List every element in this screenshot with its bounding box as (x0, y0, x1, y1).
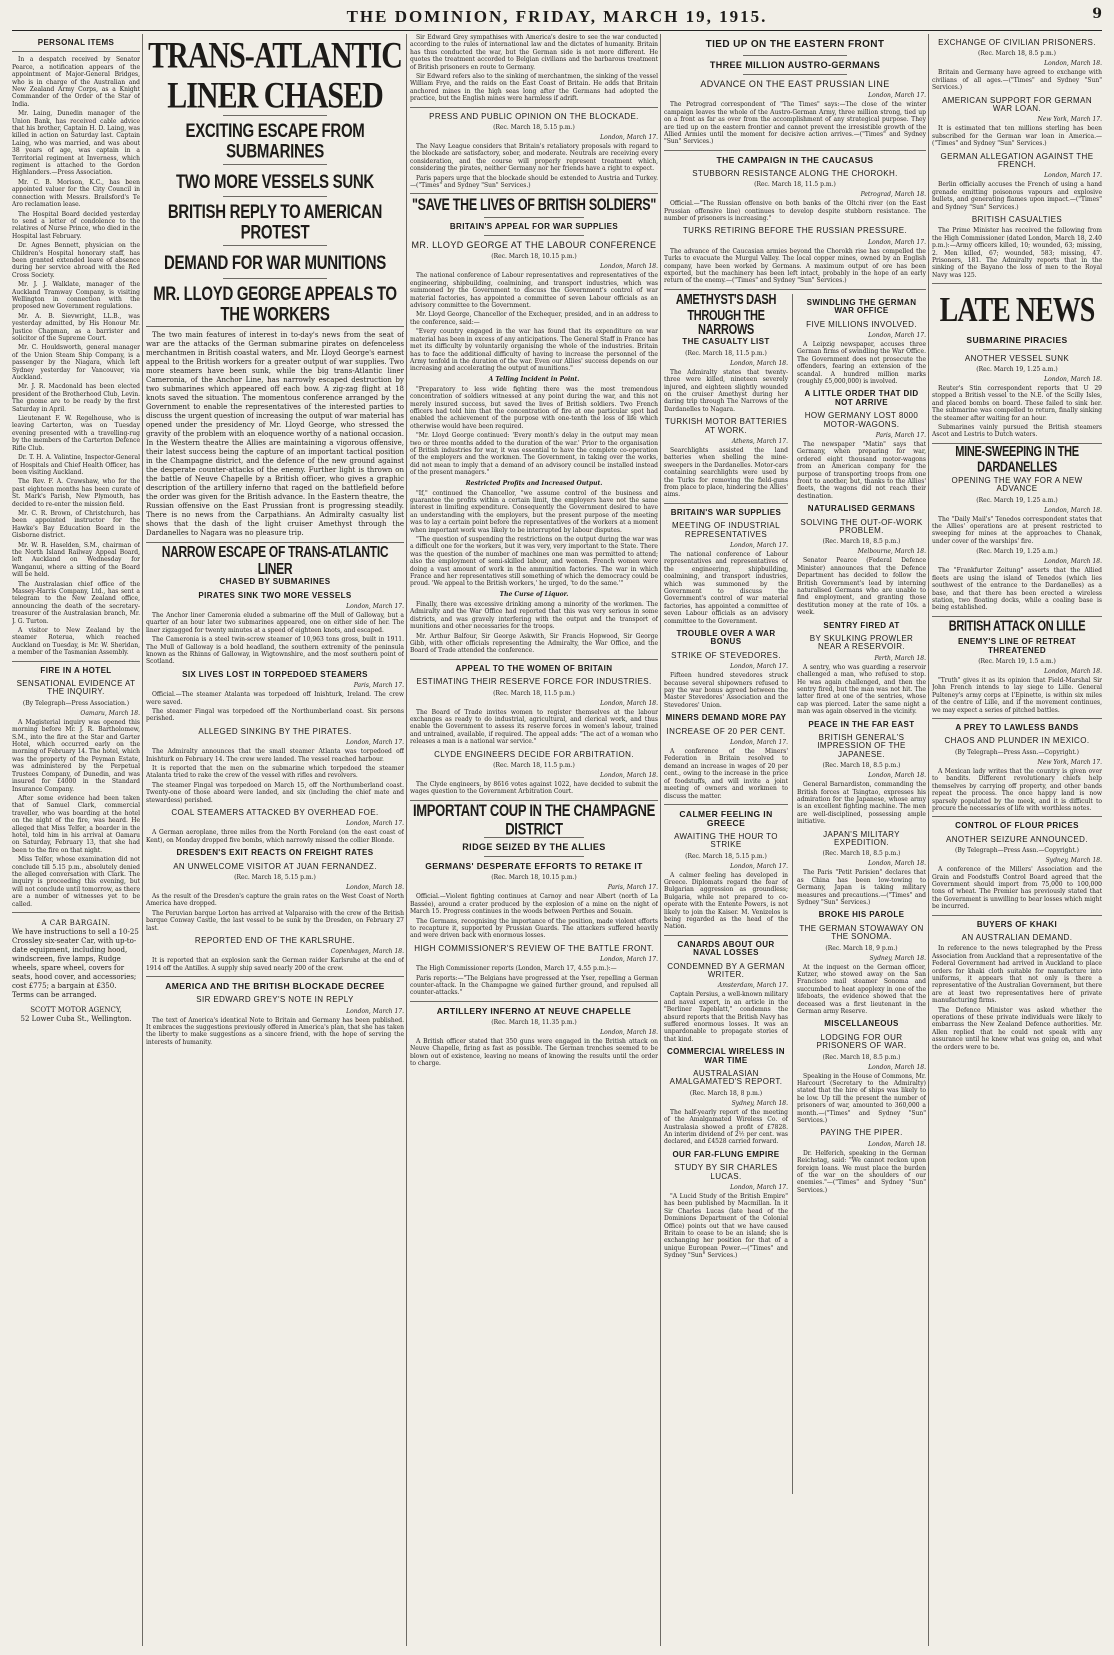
dateline: London, March 17. (1044, 172, 1102, 180)
paragraph: Mr. C. R. Brown, of Christchurch, has been appointed instructor for the Hawke's Bay Education Board in the Gisborne district. (12, 509, 140, 540)
subheadline: SUBMARINE PIRACIES (966, 334, 1068, 345)
subheadline: LODGING FOR OUR PRISONERS OF WAR. (816, 1032, 907, 1051)
dateline: London, March 17. (346, 739, 404, 747)
dateline: Copenhagen, March 18. (330, 948, 404, 956)
section-heading: PERSONAL ITEMS (37, 38, 115, 47)
subheadline: INCREASE OF 20 PER CENT. (666, 726, 786, 736)
paragraph: Searchlights assisted the land batteries when shelling the mine-sweepers in the Dardanelles. Motor-cars containing searchlights were used by the Turks for removing the field-guns from place to place, hindering the Allies' aims. (664, 447, 788, 499)
article-body (12, 56, 140, 656)
subheadline: RIDGE SEIZED BY THE ALLIES (462, 842, 606, 853)
main-headline: TRANS-ATLANTIC LINER CHASED (148, 34, 402, 116)
paragraph: Mr. C. Houldsworth, general manager of the Union Steam Ship Company, is a passenger by the Niagara, which left Sydney yesterday for Vancouver, via Auckland. (12, 344, 140, 382)
source-line: (Rec. March 18, 11.5 p.m.) (493, 761, 575, 769)
paragraph: A sentry, who was guarding a reservoir challenged a man, who refused to stop. He was again challenged, and then the sentry fired, but the man was not hit. The latter fired at one of the sentries, whose cap was pierced. Later the same night a man was again observed in the vicinity. (797, 663, 926, 716)
ad-signature: SCOTT MOTOR AGENCY, (30, 1006, 122, 1014)
source-line: (Rec. March 19, 1.5 a.m.) (978, 658, 1056, 666)
dateline: London, March 17. (868, 238, 926, 246)
paragraph: Paris papers urge that the blockade should be extended to Austria and Turkey.—("Times" and Sydney "Sun" Services.) (410, 174, 658, 190)
headline: CALMER FEELING IN GREECE (679, 808, 773, 828)
paragraph: "Every country engaged in the war has found that its expenditure on war material has been in excess of any anticipations. The General Staff in France has met its difficulty by voluntarily organising the whole of the industries. Britain has to face the additional difficulty of having to increase the personnel of the Army tenfold in the duration of the war. Even our Allies' success depends on our increasing and accelerating the output of munitions." (410, 328, 658, 373)
dateline: Paris, March 17. (607, 884, 658, 892)
paragraph: Paris reports:—"The Belgians have progressed at the Yser, repelling a German counter-attack. In the Champagne we gained further ground, and repulsed all counter-attacks." (410, 974, 658, 997)
dateline: Paris, March 17. (875, 431, 926, 439)
dateline: London, March 18. (868, 1140, 926, 1148)
dateline: London, March 17. (600, 134, 658, 142)
headline: AMERICAN SUPPORT FOR GERMAN WAR LOAN. (941, 95, 1093, 113)
paragraph: Captain Persius, a well-known military and naval expert, in an article in the "Berliner Tageblatt," condemns the absurd reports that the British Navy has suffered enormous losses. It was an unpardonable to propagate stories of that kind. (664, 991, 788, 1043)
dateline: London, March 18. (730, 359, 788, 367)
deck-headline: DEMAND FOR WAR MUNITIONS (164, 252, 386, 275)
headline: AMERICA AND THE BRITISH BLOCKADE DECREE (165, 981, 385, 992)
paragraph: Submarines vainly pursued the British steamers Ascot and Lestris to Dutch waters. (932, 423, 1102, 439)
headline: NATURALISED GERMANS (807, 504, 916, 514)
headline: TURKISH MOTOR BATTERIES AT WORK. (664, 417, 788, 435)
paragraph: Speaking in the House of Commons, Mr. Harcourt (Secretary to the Admiralty) stated that the hire of ships was likely to be low. Up till the present the number of prisoners of war, amounted to 360,000 a month.—("Times" and Sydney "Sun" Services.) (797, 1072, 926, 1125)
subheadline: SOLVING THE OUT-OF-WORK PROBLEM. (800, 517, 923, 535)
dateline: London, March 17. (730, 739, 788, 747)
dateline: London, March 17. (730, 1183, 788, 1191)
paragraph: The Germans, recognising the importance of the position, made violent efforts to recapture it, supported by Prussian Guards. The attackers suffered heavily and were driven back with enormous losses. (410, 917, 658, 940)
headline: THE CAMPAIGN IN THE CAUCASUS (716, 154, 874, 165)
paragraph: The Peruvian barque Lorton has arrived at Valparaiso with the crew of the British barque Conway Castle, the last vessel to be sunk by the Dresden, on February 27 last. (146, 909, 404, 932)
paragraph: "Truth" gives it as its opinion that Field-Marshal Sir John French intends to lay siege to Lille. General Pulteney's army corps at l'Epinette, is within six miles of the centre of Lille, and if the movement continues, we may expect a series of pitched battles. (932, 677, 1102, 714)
paragraph: The Prime Minister has received the following from the High Commissioner (dated London, March 18, 2.40 p.m.):—Army officers killed, 10; wounded, 63; missing, 2. Men killed, 67; wounded, 583; missing, 47. Prisoners, 181. The Admiralty reports that in the sinking of the Bayano the loss of men to the Royal Navy was 125. (932, 227, 1102, 279)
paragraph: Mr. Laing, Dunedin manager of the Union Bank, has received cable advice that his brother, Captain H. D. Laing, was killed in action on Saturday last. Captain Laing, who was married, and was about 38 years of age, was captain in a Territorial regiment at Inverness, which regiment is attached to the Gordon Highlanders.—Press Association. (12, 110, 140, 177)
dateline: London, March 18. (600, 771, 658, 779)
headline: GERMAN ALLEGATION AGAINST THE FRENCH. (940, 151, 1094, 169)
source-line: (By Telegraph—Press Association.) (22, 699, 130, 707)
subheadline: THE GERMAN STOWAWAY ON THE SONOMA. (799, 923, 924, 942)
source-line: (Rec. March 18, 8.5 p.m.) (822, 850, 901, 858)
source-line: (Rec. March 18, 11.5 p.m.) (493, 689, 575, 697)
source-line: (By Telegraph—Press Assn.—Copyright.) (955, 748, 1079, 756)
source-line: (Rec. March 18, 11.35 p.m.) (491, 1018, 577, 1026)
column-eastern-front (664, 34, 926, 1646)
page-number: 9 (1092, 6, 1102, 22)
paragraph: The "Frankfurter Zeitung" asserts that the Allied fleets are using the island of Tenedos (which lies southwest of the entrance to the Dardanelles) as a base, and that there has been erected a wireless station, two floating docks, while a coaling base is being established. (932, 567, 1102, 612)
subheadline: STRIKE OF STEVEDORES. (671, 650, 781, 660)
dateline: London, March 18. (346, 884, 404, 892)
paragraph: The Australasian chief office of the Massey-Harris Company, Ltd., has sent a telegram to the New Zealand office, announcing the death of the secretary-treasurer of the Australasian branch, Mr. J. G. Turton. (12, 580, 140, 625)
paragraph: At the inquest on the German officer, Kutzer, who stowed away on the San Francisco mail steamer Sonoma and succumbed to heat apoplexy in one of the lifeboats, the evidence showed that the deceased was a first lieutenant in the German army Reserve. (797, 963, 926, 1016)
paragraph: The Petrograd correspondent of "The Times" says:—The close of the winter campaign leaves the whole of the Austro-German Army, three million strong, tied up on a front as far as over from the accomplishment of any strategical purpose. They are tied up on the eastern frontier and cannot prevent the irresistible growth of the Allied Armies until the moment for decisive action arrives.—("Times" and Sydney "Sun" Services.) (664, 101, 926, 146)
dateline: Sydney, March 18. (869, 954, 926, 962)
paragraph: A conference of the Miners' Federation in Britain resolved to demand an increase in wages of 20 per cent., owing to the increase in the price of foodstuffs, and will invite a joint meeting of owners and workmen to discuss the matter. (664, 748, 788, 800)
dateline: London, March 18. (600, 1028, 658, 1036)
paragraph: The steamer Fingal was torpedoed on March 15, off the Northumberland coast. Twenty-one of those aboard were landed, and six (including the chief mate and stewardess) perished. (146, 781, 404, 804)
subheadline: MEETING OF INDUSTRIAL REPRESENTATIVES (672, 521, 780, 539)
ad-body: We have instructions to sell a 10-25 Crossley six-seater Car, with up-to-date equipment, including hood, windscreen, five lamps, Rudge wheels, spare wheel, covers for seats, hood cover, and accessories; cost £775; a bargain at £350. Terms can be arranged. (12, 928, 139, 999)
paragraph: The Defence Minister was asked whether the operations of these private individuals were likely to embarrass the New Zealand Defence authorities. Mr. Allen replied that he could not speak with any assurance until he knew what was going on, and what the orders were to be. (932, 1006, 1102, 1051)
headline: EXCHANGE OF CIVILIAN PRISONERS. (938, 38, 1096, 47)
headline: BUYERS OF KHAKI (976, 919, 1058, 929)
dateline: London, March 17. (730, 542, 788, 550)
source-line: (Rec. March 18, 8 p.m.) (689, 1089, 763, 1097)
headline: SIX LIVES LOST IN TORPEDOED STEAMERS (182, 669, 368, 679)
paragraph: Lieutenant F. W. Regelhouse, who is leaving Carterton, was on Tuesday evening presented with a travelling-rug by the members of the Carterton Defence Rifle Club. (12, 415, 140, 452)
dateline: New York, March 17. (1037, 758, 1102, 766)
dateline: London, March 18. (1044, 375, 1102, 383)
paragraph: A German aeroplane, three miles from the North Foreland (on the east coast of Kent), on Monday dropped five bombs, which narrowly missed the collier Blonde. (146, 829, 404, 844)
subheadline: AN AUSTRALIAN DEMAND. (961, 932, 1073, 942)
subheadline: STUDY BY SIR CHARLES LUCAS. (674, 1163, 778, 1181)
subheadline: ADVANCE ON THE EAST PRUSSIAN LINE (700, 78, 890, 89)
subheadline: THE CASUALTY LIST (682, 337, 770, 347)
paragraph: "Mr. Lloyd George continued: 'Every month's delay in the output may mean two or three months added to the duration of the war.' Prior to the organisation of British industries for war, it was essential to have the complete co-operation of the employers and the workmen. The Government, in taking over the works, did not mean to imply that a demand of an advisory council be installed instead of the present managers." (410, 432, 658, 477)
headline: "SAVE THE LIVES OF BRITISH SOLDIERS" (412, 196, 656, 215)
source-line: (Rec. March 19, 1.25 a.m.) (976, 496, 1058, 504)
headline: COMMERCIAL WIRELESS IN WAR TIME (667, 1047, 785, 1065)
ad-address: 52 Lower Cuba St., Wellington. (20, 1015, 132, 1023)
dateline: Paris, March 17. (353, 682, 404, 690)
late-news-banner: LATE NEWS (939, 291, 1095, 331)
headline: TURKS RETIRING BEFORE THE RUSSIAN PRESSURE. (682, 226, 908, 236)
headline: BROKE HIS PAROLE (818, 910, 905, 920)
paragraph: Official.—The steamer Atalanta was torpedoed off Inishturk, Ireland. The crew were saved. (146, 691, 404, 706)
headline: SENTRY FIRED AT (823, 620, 900, 630)
source-line: (Rec. March 18, 9 p.m.) (825, 944, 898, 952)
paragraph: The Board of Trade invites women to register themselves at the labour exchanges as ready to do industrial, agricultural, and clerical work, and thus enable the Government to assess its reserve forces in women's labour, trained and untrained, available, if required. The appeal adds: "The act of a woman who releases a man is a national war service." (410, 708, 658, 746)
headline: TROUBLE OVER A WAR BONUS (676, 629, 776, 647)
paragraph: Reuter's Stin correspondent reports that U 29 stopped a British vessel to the N.E. of the Scilly Isles, and placed bombs on board. These failed to sink her. The submarine was compelled to return, finally sinking the steamer after waiting for an hour. (932, 384, 1102, 422)
column-rule (792, 294, 793, 1494)
paragraph: General Barnardiston, commanding the British forces at Tsingtao, expresses his admiration for the Japanese, whose army is an excellent fighting machine. The men are well-disciplined, possessing ample initiative. (797, 781, 926, 826)
dateline: London, March 18. (868, 860, 926, 868)
dateline: London, March 17. (600, 956, 658, 964)
source-line: (Rec. March 18, 5.15 p.m.) (493, 124, 575, 132)
subheadline: MR. LLOYD GEORGE AT THE LABOUR CONFERENCE (411, 240, 657, 250)
paragraph: A British officer stated that 350 guns were engaged in the British attack on Neuve Chapelle, firing as fast as possible. The German trenches seemed to be blown out of existence, leaving no means of knowing the results until the order to charge. (410, 1037, 658, 1067)
paragraph: Official.—"The Russian offensive on both banks of the Oltchi river (on the East Prussian offensive line) continues to develop despite stubborn resistance. The number of prisoners is increasing." (664, 200, 926, 222)
paragraph: Mr. W. R. Haselden, S.M., chairman of the North Island Railway Appeal Board, left Auckland on Wednesday for Wanganui, where a sitting of the Board will be held. (12, 541, 140, 579)
source-line: (Rec. March 18, 11.5 p.m.) (754, 181, 836, 189)
sub-column-right (797, 294, 926, 1494)
column-rule (142, 34, 143, 1646)
subheadline: ANOTHER SEIZURE ANNOUNCED. (946, 834, 1088, 844)
paragraph: In a despatch received by Senator Pearce, a notification appears of the appointment of Major-General Bridges, who is in charge of the Australian and New Zealand Army Corps, as a Knight Commander of the Order of the Star of India. (12, 56, 140, 108)
paragraph: Berlin officially accuses the French of using a hand grenade emitting poisonous vapours and explosive bullets, and generating flames upon impact.—("Times" and Sydney "Sun" Services.) (932, 181, 1102, 211)
dateline: London, March 17. (868, 92, 926, 100)
headline: SWINDLING THE GERMAN WAR OFFICE (806, 297, 917, 316)
masthead (12, 4, 1102, 31)
paragraph: A Mexican lady writes that the country is given over to bandits. Different revolutionary chiefs help themselves by carrying off property, and other bands repeat the process. The once happy land is now sparsely populated by the meek, and it is difficult to procure the necessaries of life with worthless notes. (932, 767, 1102, 812)
column-personal (12, 34, 140, 1646)
headline: A PREY TO LAWLESS BANDS (955, 723, 1079, 733)
headline: PAYING THE PIPER. (820, 1128, 903, 1138)
column-rule (928, 34, 929, 1646)
source-line: (Rec. March 18, 11.5 p.m.) (685, 349, 767, 357)
classified-ad (12, 919, 140, 1024)
paragraph: The text of America's identical Note to Britain and Germany has been published. It embraces the suggestions previously offered in America's plan, that she has taken the liberty to make suggestions as a sincere friend, with the hope of serving the interests of humanity. (146, 1016, 404, 1046)
subheadline: ANOTHER VESSEL SUNK (964, 353, 1070, 363)
deck-headline: MR. LLOYD GEORGE APPEALS TO THE WORKERS (153, 282, 397, 326)
paragraph: A calmer feeling has developed in Greece. Diplomats regard the fear of Bulgarian aggression as groundless; Bulgaria, while not prepared to co-operate with the Entente Powers, is not likely to join the Kaiser. M. Venizelos is being regarded as the head of the Nation. (664, 871, 788, 931)
paragraph: Sir Edward Grey sympathises with America's desire to see the war conducted according to the rules of international law and the dictates of humanity. Britain has thus conducted the war, but the German side is not more different. He quotes the treatment accorded to Belgian civilians and the barbarous treatment of British prisoners en route to Germany. (410, 34, 658, 71)
subheadline: OPENING THE WAY FOR A NEW ADVANCE (951, 475, 1083, 494)
paragraph: The newspaper "Matin" says that Germany, when preparing for war, ordered eight thousand motor-wagons from an American company for the purpose of transporting troops from one front to another, but, thanks to the Allies' fleets, the wagons did not reach their destination. (797, 440, 926, 500)
column-liner (146, 34, 404, 1646)
column-rule (660, 34, 661, 1646)
source-line: (Rec. March 19, 1.25 a.m.) (976, 548, 1058, 556)
paragraph: Mr. J. J. Walklate, manager of the Auckland Tramway Company, is visiting Wellington in connection with the proposed new Government regulations. (12, 281, 140, 311)
paragraph: The Navy League considers that Britain's retaliatory proposals with regard to the blockade are satisfactory, sober, and moderate. Neutrals are receiving every consideration, and the course will properly represent treatment which, considering the pirates, neither Germany nor her friends have a right to expect. (410, 143, 658, 173)
source-line: (Rec. March 18, 10.15 p.m.) (491, 874, 577, 882)
paragraph: The Hospital Board decided yesterday to send a letter of condolence to the relatives of Nurse Prince, who died in the Hospital last February. (12, 210, 140, 240)
deck-headline: TWO MORE VESSELS SUNK (176, 170, 374, 193)
source-line: (Rec. March 18, 10.15 p.m.) (491, 253, 577, 261)
headline: COAL STEAMERS ATTACKED BY OVERHEAD FOE. (171, 808, 379, 818)
dateline: London, March 17. (346, 820, 404, 828)
dateline: Sydney, March 18. (1045, 857, 1102, 865)
paragraph: Mr. Arthur Balfour, Sir George Askwith, Sir Francis Hopwood, Sir George Gibb, with other officials representing the Admiralty, the War Office, and the Board of Trade attended the conference. (410, 632, 658, 655)
paragraph: The national conference of Labour representatives and representatives of the engineering, shipbuilding, coalmining, and transport industries, which was summoned by the Government to discuss the Government's control of war material factories, has appointed a committee of seven Labour officials as an advisory committee to the Government. (410, 272, 658, 310)
dateline: London, March 18. (1044, 668, 1102, 676)
subheadline: BRITISH GENERAL'S IMPRESSION OF THE JAPANESE. (817, 733, 906, 759)
paragraph: In reference to the news telegraphed by the Press Association from Auckland that a representative of the Federal Government had arrived in Auckland to place orders for khaki cloth suitable for manufacture into uniforms, it appears that not only is there a representative of the Australian Government, but there are at least two representatives here of private manufacturing firms. (932, 945, 1102, 1005)
paragraph: Mr. A. B. Sievwright, LL.B., was yesterday admitted, by His Honour Mr. Justice Chapman, as a barrister and solicitor of the Supreme Court. (12, 312, 140, 343)
source-line: (Rec. March 18, 8.5 p.m.) (822, 538, 901, 546)
crosshead: A Telling Incident in Point. (488, 375, 580, 383)
dateline: London, March 18. (600, 263, 658, 271)
headline: A LITTLE ORDER THAT DID NOT ARRIVE (804, 389, 919, 407)
paragraph: Dr. T. H. A. Valintine, Inspector-General of Hospitals and Chief Health Officer, has been visiting Auckland. (12, 454, 140, 476)
subheadline: CHAOS AND PLUNDER IN MEXICO. (944, 736, 1090, 746)
headline: DRESDEN'S EXIT REACTS ON FREIGHT RATES (176, 848, 374, 858)
paragraph: Dr. Agnes Bennett, physician on the Children's Hospital honorary staff, has been granted extended leave of absence during her service abroad with the Red Cross Society. (12, 242, 140, 279)
paragraph: It is reported that an explosion sank the German raider Karlsruhe at the end of 1914 off the Antilles. A supply ship saved nearly 200 of the crew. (146, 957, 404, 972)
dateline: London, March 18. (600, 699, 658, 707)
headline: AMETHYST'S DASH THROUGH THE NARROWS (675, 293, 777, 338)
headline: MINERS DEMAND MORE PAY (665, 713, 787, 723)
paragraph: The "Daily Mail's" Tenedos correspondent states that the Allies' operations are at present restricted to sweeping for mines at the approaches to Chanak, under cover of the warships' fire. (932, 515, 1102, 545)
paragraph: It is estimated that ten millions sterling has been subscribed for the German war loan in America.—("Times" and Sydney "Sun" Services.) (932, 125, 1102, 148)
subheadline: FIVE MILLIONS INVOLVED. (806, 319, 917, 329)
paragraph: Sir Edward refers also to the sinking of merchantmen, the sinking of the vessel William Frye, and the raids on the East Coast of Britain. He adds that Britain anchored mines in the high seas long after the Germans had adopted the practice, but the English mines were harmless if adrift. (410, 73, 658, 103)
subheadline: AWAITING THE HOUR TO STRIKE (674, 831, 778, 850)
headline: CLYDE ENGINEERS DECIDE FOR ARBITRATION. (434, 749, 634, 759)
dateline: Oamaru, March 18. (80, 709, 140, 717)
subheadline: SIR EDWARD GREY'S NOTE IN REPLY (196, 995, 354, 1005)
source-line: (Rec. March 19, 1.25 a.m.) (976, 365, 1058, 373)
paragraph: Mr. C. B. Morison, K.C., has been appointed valuer for the City Council in connection with Messrs. Brailsford's Te Aro reclamation lease. (12, 178, 140, 209)
headline: PRESS AND PUBLIC OPINION ON THE BLOCKADE. (429, 111, 639, 121)
dateline: London, March 17. (730, 862, 788, 870)
paragraph: The steamer Fingal was torpedoed off the Northumberland coast. Six persons perished. (146, 708, 404, 723)
headline: OUR FAR-FLUNG EMPIRE (672, 1149, 780, 1159)
paragraph: Mr. J. R. Macdonald has been elected president of the Brotherhood Club, Levin. The gnome are to be ready by the first Saturday in April. (12, 383, 140, 413)
dateline: London, March 17. (730, 663, 788, 671)
dateline: Sydney, March 18. (731, 1099, 788, 1107)
dateline: Amsterdam, March 17. (717, 982, 788, 990)
subheadline: GERMANS' DESPERATE EFFORTS TO RETAKE IT (425, 861, 643, 872)
paragraph: The High Commissioner reports (London, March 17, 4.55 p.m.):— (416, 965, 617, 973)
paragraph: The Anchor liner Cameronia eluded a submarine off the Mull of Galloway, but a quarter of an hour later two submarines appeared, one on either side of her. The liner zigzagged for twenty minutes at a speed of eighteen knots, and escaped. (146, 611, 404, 634)
dateline: London, March 18. (868, 1063, 926, 1071)
subheadline: SENSATIONAL EVIDENCE AT THE INQUIRY. (16, 679, 136, 697)
subheadline: CONDEMNED BY A GERMAN WRITER. (667, 961, 785, 979)
subheadline: AN UNWELCOME VISITOR AT JUAN FERNANDEZ. (173, 861, 377, 871)
paragraph: "Preparatory to less wide fighting there was the most tremendous concentration of soldiers witnessed at any point during the war, and this not merely insured success, but saved the lives of British soldiers. Two French officers had told him that the concentration of fire at one particular spot had enabled the achievement of the purpose with one-tenth the loss of life which otherwise would have been required. (410, 385, 658, 430)
paragraph: A conference of the Millers' Association and the Grain and Foodstuffs Control Board agreed that the Government should import from 75,000 to 100,000 tons of wheat. The Premier has previously stated that the Government is unwilling to bear losses which might be incurred. (932, 866, 1102, 911)
dateline: London, March 18. (868, 772, 926, 780)
paragraph: Senator Pearce (Federal Defence Minister) announces that the Defence Department has decided to follow the British Government's lead by interning naturalised Germans who are unable to find employment, and granting those destitution money at the rate of 10s. a week. (797, 557, 926, 617)
split-columns (664, 294, 926, 1494)
dateline: London, March 17. (346, 1007, 404, 1015)
paragraph: It is reported that the men on the submarine which torpedoed the steamer Atalanta tried to rake the crew of the vessel with rifles and revolvers. (146, 765, 404, 780)
headline: MINE-SWEEPING IN THE DARDANELLES (955, 444, 1079, 475)
paragraph: Britain and Germany have agreed to exchange with civilians of all ages.—("Times" and Sydney "Sun" Services.) (932, 69, 1102, 92)
headline: REPORTED END OF THE KARLSRUHE. (194, 936, 356, 946)
headline: MISCELLANEOUS (824, 1019, 899, 1029)
subheadline: PIRATES SINK TWO MORE VESSELS (198, 590, 352, 600)
subheadline: ENEMY'S LINE OF RETREAT THREATENED (957, 637, 1077, 655)
dateline: London, March 18. (1044, 558, 1102, 566)
sub-column-left (664, 294, 788, 1494)
dateline: London, March 18. (1044, 506, 1102, 514)
paragraph: After some evidence had been taken that of Samuel Clark, commercial traveller, who was boarding at the hotel on the night of the fire, was heard. He alleged that Miss Telfer, a boarder in the hotel, told him in his arrival at Oamaru on Saturday, February 13, that she had been to the fire on that night. (12, 794, 140, 854)
dateline: London, March 17. (346, 602, 404, 610)
subheadline: BRITAIN'S APPEAL FOR WAR SUPPLIES (449, 221, 619, 231)
headline: HIGH COMMISSIONER'S REVIEW OF THE BATTLE FRONT. (414, 943, 654, 953)
dateline: London, March 18. (1044, 60, 1102, 68)
source-line: (Rec. March 18, 8.5 p.m.) (822, 762, 901, 770)
headline: BRITISH ATTACK ON LILLE (948, 618, 1086, 635)
paragraph: Dr. Helferich, speaking in the German Reichstag, said: "We cannot reckon upon foreign loans. We must place the burden of the war on the shoulders of our enemies."—("Times" and Sydney "Sun" Services.) (797, 1149, 926, 1194)
paragraph: A Leipzig newspaper, accuses three German firms of swindling the War Office. The Government does not prosecute the offenders, fearing an extension of the scandal. A hundred million marks (roughly £5,000,000) is involved. (797, 340, 926, 385)
source-line: (Rec. March 18, 5.15 p.m.) (685, 852, 767, 860)
subheadline: ESTIMATING THEIR RESERVE FORCE FOR INDUSTRIES. (416, 677, 652, 687)
dateline: Perth, March 18. (874, 654, 926, 662)
masthead-title: THE DOMINION, FRIDAY, MARCH 19, 1915. (346, 7, 768, 26)
paragraph: Official.—Violent fighting continues at Carnoy and near Albert (north of La Bassée), around a crater produced by the explosion of a mine on the night of March 15. Progress continues in the woods between Perthes and Souain. (410, 893, 658, 916)
dateline: New York, March 17. (1037, 116, 1102, 124)
source-line: (Rec. March 18, 5.15 p.m.) (234, 874, 316, 882)
crosshead: The Curse of Liquor. (499, 590, 569, 598)
headline: JAPAN'S MILITARY EXPEDITION. (823, 829, 900, 848)
paragraph: The half-yearly report of the meeting of the Amalgamated Wireless Co. of Australasia showed a profit of £7828. An interim dividend of 2½ per cent. was declared, and £4528 carried forward. (664, 1108, 788, 1146)
column-late-news (932, 34, 1102, 1646)
headline: BRITISH CASUALTIES (971, 215, 1063, 225)
subheadline: BY SKULKING PROWLER NEAR A RESERVOIR. (809, 634, 914, 652)
paragraph: As the result of the Dresden's capture the grain rates on the West Coast of North America have dropped. (146, 893, 404, 908)
subheadline: AUSTRALASIAN AMALGAMATED'S REPORT. (669, 1068, 783, 1087)
headline: FIRE IN A HOTEL (40, 665, 112, 675)
headline: ARTILLERY INFERNO AT NEUVE CHAPELLE (436, 1005, 632, 1016)
summary-paragraph: The two main features of interest in to-day's news from the seat of war are the attacks of the German submarine pirates on defenceless merchantmen in British coastal waters, and Mr. Lloyd George's earnest appeal to the British workers for a greater output of war supplies. Two more steamers have been sunk, while the big trans-Atlantic liner Cameronia, of the Anchor Line, has narrowly escaped destruction by two submarines which appeared off each bow. A zig-zag flight at 18 knots saved the situation. The momentous conference arranged by the Government to enable the representatives of the interested parties to discuss the urgent question of increasing the output of war material has opened under the presidency of Mr. Lloyd George, who stressed the gravity of the problem with an eloquence worthy of a national occasion. In the Western theatre the Allies are maintaining a vigorous offensive, their latest success being the capture of an important tactical position in the Champagne district, and the defence of the new ground against the desperate counter-attacks of the enemy. Further light is thrown on the battle of Neuve Chapelle by a British officer, who gives a graphic description of the artillery inferno that raged on the battlefield before the order was given for the British advance. In the Eastern theatre, the Russian offensive on the East Prussian front is progressing steadily. There is no news from the Carpathians. An Admiralty casualty list shows that the dash of the light cruiser Amethyst through the Dardanelles to Nagara was no pleasure trip. (146, 331, 404, 537)
paragraph: A visitor to New Zealand by the steamer Roterua, which reached Auckland on Tuesday, is Mr. W. Sheridan, a member of the Tasmanian Assembly. (12, 627, 140, 657)
subheadline: THREE MILLION AUSTRO-GERMANS (709, 59, 881, 70)
headline: NARROW ESCAPE OF TRANS-ATLANTIC LINER (161, 542, 389, 578)
paragraph: The Rev. F. A. Crawshaw, who for the past eighteen months has been curate of St. Mark's Parish, New Plymouth, has decided to re-enter the mission field. (12, 478, 140, 508)
paragraph: The Clyde engineers, by 8616 votes against 1022, have decided to submit the wages question to the Government Arbitration Court. (410, 780, 658, 796)
subheadline: HOW GERMANY LOST 8000 MOTOR-WAGONS. (804, 411, 919, 429)
ad-heading: A CAR BARGAIN. (41, 919, 111, 927)
deck-headline: EXCITING ESCAPE FROM SUBMARINES (185, 119, 365, 163)
paragraph: The Paris "Petit Parisien" declares that as China has been low-towing to Germany, Japan is taking military measures and precautions.—("Times" and Sydney "Sun" Services.) (797, 869, 926, 907)
dateline: Petrograd, March 18. (860, 191, 926, 199)
paragraph: A Magisterial inquiry was opened this morning before Mr. J. R. Bartholomew, S.M., into the fire at the Star and Garter Hotel, which occurred early on the morning of February 14. The hotel, which was the property of the Peyman Estate, was administered by the Perpetual Trustees Company, of Dunedin, and was insured for £4000 in the Standard Insurance Company. (12, 718, 140, 793)
paragraph: Mr. Lloyd George, Chancellor of the Exchequer, presided, and in an address to the conference, said:— (410, 311, 658, 326)
paragraph: The national conference of Labour representatives and representatives of the engineering, shipbuilding, coalmining, and transport industries, which was summoned by the Government to discuss the Government's control of war material factories, has appointed a committee of seven Labour officials as an advisory committee to the Government. (664, 551, 788, 625)
subheadline: STUBBORN RESISTANCE ALONG THE CHOROKH. (692, 168, 898, 178)
headline: ALLEGED SINKING BY THE PIRATES. (198, 726, 352, 736)
headline: PEACE IN THE FAR EAST (808, 719, 915, 729)
headline: IMPORTANT COUP IN THE CHAMPAGNE DISTRICT (412, 800, 656, 838)
headline: CANARDS ABOUT OUR NAVAL LOSSES (677, 939, 775, 958)
paragraph: "The question of suspending the restrictions on the output during the war was a difficult one for the workers, but it was very, very important to the State. There was the question of the number of machines one man was permitted to attend; also the employment of semi-skilled labour, and women. French women were doing a vast amount of work in the ammunition factories. The war in which France and her representatives still something of which the democracy could be proud. 'We appeal to the British workers,' he urged, 'to do the same.'" (410, 536, 658, 588)
paragraph: Finally, there was excessive drinking among a minority of the workmen. The Admiralty and the War Office had reported that this was very serious in some districts, and was gravely interfering with the output and the transport of munitions and other necessaries for the troops. (410, 600, 658, 631)
paragraph: The Admiralty states that twenty-three were killed, nineteen severely injured, and eighteen slightly wounded on the cruiser Amethyst during her daring trip through The Narrows of the Dardanelles to Nagara. (664, 368, 788, 413)
dateline: Athens, March 17. (731, 438, 788, 446)
paragraph: "If," continued the Chancellor, "we assume control of the business and guarantee the profits within a certain limit, the employers have not the same interest in limiting expenditure. Consequently the Government desired to have an understanding with the employers, but the present purpose of the meeting was to lay a certain point before the representatives of the workers at a moment when important work was likely to be interrupted by labour disputes. (410, 489, 658, 534)
dateline: London, March 17. (868, 331, 926, 339)
headline: BRITAIN'S WAR SUPPLIES (670, 507, 782, 517)
paragraph: The Cameronia is a steel twin-screw steamer of 10,963 tons gross, built in 1911. The Mull of Galloway is a bold headland, the southern extremity of the peninsula known as the Rhinns of Galloway, in Wigtownshire, and the most southern point of Scotland. (146, 636, 404, 666)
source-line: (By Telegraph—Press Assn.—Copyright.) (955, 847, 1079, 855)
headline: CONTROL OF FLOUR PRICES (955, 821, 1079, 831)
paragraph: "A Lucid Study of the British Empire" has been published by Macmillan. In it Sir Charles Lucas (late head of the Dominions Department of the Colonial Office) points out that we have caused Britain to cease to be an island; she is exchanging her position for that of a unique European Power.—("Times" and Sydney "Sun" Services.) (664, 1192, 788, 1260)
headline: APPEAL TO THE WOMEN OF BRITAIN (455, 663, 613, 673)
crosshead: Restricted Profits and Increased Output. (465, 479, 603, 487)
deck-headline: BRITISH REPLY TO AMERICAN PROTEST (167, 201, 383, 244)
column-blockade (410, 34, 658, 1646)
source-line: (Rec. March 18, 8.5 p.m.) (822, 1053, 901, 1061)
dateline: Melbourne, March 18. (857, 548, 926, 556)
paragraph: Fifteen hundred stevedores struck because several shipowners refused to pay the war bonus agreed between the Master Stevedores' Association and the Stevedores' Union. (664, 672, 788, 709)
column-rule (406, 34, 407, 1646)
subheadline: CHASED BY SUBMARINES (219, 577, 331, 587)
source-line: (Rec. March 18, 8.5 p.m.) (978, 50, 1056, 58)
paragraph: The advance of the Caucasian armies beyond the Chorokh rise has compelled the Turks to evacuate the Murgul Valley. The local copper mines, owned by an English company, have been worked by Germans. A maximum output of ore has been exported, but the machinery has been left intact, probably in the hope of an early return of the enemy.—("Times" and Sydney "Sun" Services.) (664, 247, 926, 285)
paragraph: Miss Telfer, whose examination did not conclude till 5.15 p.m., absolutely denied the alleged conversation with Clark. The inquiry is proceeding this evening, but will not conclude until tomorrow, as there are a number of witnesses yet to be called. (12, 856, 140, 908)
paragraph: The Admiralty announces that the small steamer Atlanta was torpedoed off Inishturk on February 14. The crew were landed. The vessel reached harbour. (146, 748, 404, 763)
headline: TIED UP ON THE EASTERN FRONT (705, 39, 885, 50)
